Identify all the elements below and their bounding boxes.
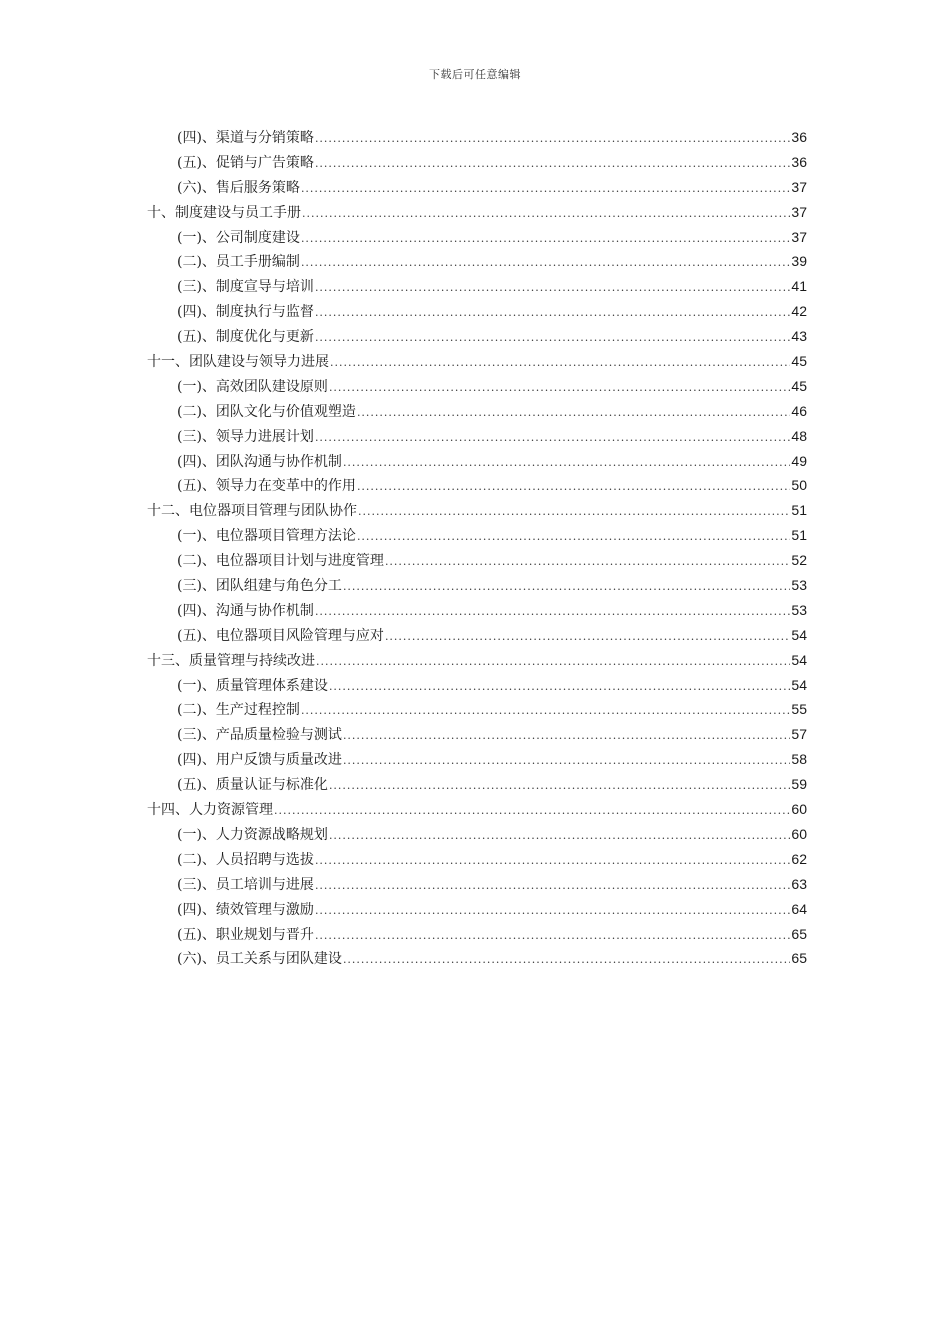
toc-section-entry[interactable]: [147, 623, 807, 648]
toc-page-number: 45: [791, 377, 807, 394]
toc-page-number: 37: [791, 178, 807, 195]
toc-entry-title: (二)、电位器项目计划与进度管理: [177, 553, 384, 570]
toc-dot-leader: [301, 251, 790, 276]
toc-section-entry[interactable]: [147, 772, 807, 797]
toc-dot-leader: [315, 924, 790, 949]
toc-page-number: 53: [791, 601, 807, 618]
toc-page-number: 57: [791, 726, 807, 743]
toc-page-number: 43: [791, 328, 807, 345]
toc-dot-leader: [315, 849, 790, 874]
toc-dot-leader: [315, 127, 790, 152]
toc-section-entry[interactable]: [147, 175, 807, 200]
toc-section-entry[interactable]: [147, 523, 807, 548]
toc-entry-title: (五)、质量认证与标准化: [177, 777, 328, 794]
toc-section-entry[interactable]: [147, 673, 807, 698]
toc-entry-title: (三)、团队组建与角色分工: [177, 578, 342, 595]
toc-page-number: 59: [791, 776, 807, 793]
toc-section-entry[interactable]: [147, 897, 807, 922]
toc-entry-title: 十一、团队建设与领导力进展: [147, 354, 329, 371]
toc-dot-leader: [358, 500, 790, 525]
toc-entry-title: 十三、质量管理与持续改进: [147, 652, 315, 669]
toc-dot-leader: [330, 351, 790, 376]
toc-section-entry[interactable]: [147, 449, 807, 474]
toc-entry-title: (六)、员工关系与团队建设: [177, 951, 342, 968]
toc-section-entry[interactable]: [147, 225, 807, 250]
toc-entry-title: (三)、领导力进展计划: [177, 428, 314, 445]
toc-page-number: 36: [791, 153, 807, 170]
toc-entry-title: 十二、电位器项目管理与团队协作: [147, 503, 357, 520]
toc-page-number: 51: [791, 527, 807, 544]
toc-entry-title: (二)、生产过程控制: [177, 702, 300, 719]
toc-page-number: 48: [791, 427, 807, 444]
toc-page-number: 52: [791, 552, 807, 569]
toc-entry-title: (四)、团队沟通与协作机制: [177, 453, 342, 470]
toc-dot-leader: [302, 202, 790, 227]
toc-dot-leader: [357, 401, 790, 426]
toc-chapter-entry[interactable]: [147, 200, 807, 225]
toc-section-entry[interactable]: [147, 125, 807, 150]
toc-entry-title: (四)、制度执行与监督: [177, 304, 314, 321]
toc-page-number: 46: [791, 402, 807, 419]
toc-entry-title: 十四、人力资源管理: [147, 802, 273, 819]
toc-page-number: 36: [791, 129, 807, 145]
toc-entry-title: (二)、人员招聘与选拔: [177, 851, 314, 868]
toc-section-entry[interactable]: [147, 473, 807, 498]
toc-section-entry[interactable]: [147, 922, 807, 947]
toc-entry-title: (四)、沟通与协作机制: [177, 602, 314, 619]
toc-entry-title: (三)、产品质量检验与测试: [177, 727, 342, 744]
toc-section-entry[interactable]: [147, 249, 807, 274]
toc-page-number: 65: [791, 925, 807, 942]
toc-page-number: 39: [791, 253, 807, 270]
toc-dot-leader: [329, 824, 790, 849]
toc-page-number: 58: [791, 751, 807, 768]
toc-section-entry[interactable]: [147, 150, 807, 175]
toc-dot-leader: [357, 475, 790, 500]
toc-dot-leader: [329, 774, 790, 799]
toc-dot-leader: [274, 799, 790, 824]
toc-section-entry[interactable]: [147, 374, 807, 399]
toc-entry-title: (一)、公司制度建设: [177, 229, 300, 246]
toc-dot-leader: [343, 724, 790, 749]
toc-entry-title: (一)、电位器项目管理方法论: [177, 528, 356, 545]
toc-entry-title: (五)、电位器项目风险管理与应对: [177, 627, 384, 644]
toc-section-entry[interactable]: [147, 573, 807, 598]
toc-dot-leader: [301, 177, 790, 202]
toc-page-number: 64: [791, 900, 807, 917]
toc-section-entry[interactable]: [147, 598, 807, 623]
toc-entry-title: (二)、员工手册编制: [177, 254, 300, 271]
toc-section-entry[interactable]: [147, 847, 807, 872]
toc-section-entry[interactable]: [147, 399, 807, 424]
toc-chapter-entry[interactable]: [147, 648, 807, 673]
toc-page-number: 63: [791, 875, 807, 892]
toc-page-number: 60: [791, 825, 807, 842]
table-of-contents: [147, 125, 807, 971]
toc-page-number: 54: [791, 626, 807, 643]
toc-section-entry[interactable]: [147, 872, 807, 897]
toc-section-entry[interactable]: [147, 274, 807, 299]
toc-dot-leader: [343, 451, 790, 476]
toc-dot-leader: [329, 675, 790, 700]
toc-section-entry[interactable]: [147, 747, 807, 772]
toc-entry-title: (三)、员工培训与进展: [177, 876, 314, 893]
toc-entry-title: (三)、制度宣导与培训: [177, 279, 314, 296]
toc-page-number: 54: [791, 676, 807, 693]
toc-entry-title: (一)、人力资源战略规划: [177, 826, 328, 843]
toc-entry-title: (五)、职业规划与晋升: [177, 926, 314, 943]
toc-dot-leader: [301, 699, 790, 724]
toc-section-entry[interactable]: [147, 548, 807, 573]
toc-dot-leader: [315, 426, 790, 451]
toc-entry-title: (二)、团队文化与价值观塑造: [177, 403, 356, 420]
toc-dot-leader: [315, 326, 790, 351]
toc-entry-title: (五)、制度优化与更新: [177, 329, 314, 346]
toc-section-entry[interactable]: [147, 822, 807, 847]
toc-page-number: 49: [791, 452, 807, 469]
toc-page-number: 51: [791, 502, 807, 519]
toc-dot-leader: [315, 899, 790, 924]
toc-section-entry[interactable]: [147, 424, 807, 449]
toc-dot-leader: [343, 948, 790, 973]
toc-page-number: 42: [791, 303, 807, 320]
toc-section-entry[interactable]: [147, 722, 807, 747]
toc-chapter-entry[interactable]: [147, 498, 807, 523]
toc-entry-title: (四)、用户反馈与质量改进: [177, 752, 342, 769]
toc-entry-title: (四)、绩效管理与激励: [177, 901, 314, 918]
toc-page-number: 55: [791, 701, 807, 718]
toc-dot-leader: [357, 525, 790, 550]
toc-section-entry[interactable]: [147, 946, 807, 971]
page-header: 下载后可任意编辑: [429, 68, 521, 81]
toc-dot-leader: [385, 550, 790, 575]
toc-page-number: 37: [791, 228, 807, 245]
toc-dot-leader: [301, 227, 790, 252]
toc-dot-leader: [315, 276, 790, 301]
toc-dot-leader: [329, 376, 790, 401]
toc-section-entry[interactable]: [147, 324, 807, 349]
toc-page-number: 60: [791, 801, 807, 818]
toc-entry-title: 十、制度建设与员工手册: [147, 204, 301, 221]
toc-dot-leader: [316, 650, 790, 675]
toc-dot-leader: [343, 749, 790, 774]
toc-page-number: 65: [791, 950, 807, 967]
toc-page-number: 54: [791, 651, 807, 668]
toc-dot-leader: [343, 575, 790, 600]
toc-dot-leader: [315, 301, 790, 326]
toc-entry-title: (六)、售后服务策略: [177, 179, 300, 196]
toc-entry-title: (四)、渠道与分销策略: [177, 130, 314, 146]
toc-dot-leader: [385, 625, 790, 650]
toc-entry-title: (五)、促销与广告策略: [177, 154, 314, 171]
toc-page-number: 41: [791, 278, 807, 295]
toc-section-entry[interactable]: [147, 697, 807, 722]
toc-page-number: 50: [791, 477, 807, 494]
toc-page-number: 37: [791, 203, 807, 220]
toc-dot-leader: [315, 152, 790, 177]
toc-chapter-entry[interactable]: [147, 349, 807, 374]
toc-entry-title: (一)、高效团队建设原则: [177, 378, 328, 395]
toc-chapter-entry[interactable]: [147, 797, 807, 822]
toc-page-number: 62: [791, 850, 807, 867]
toc-section-entry[interactable]: [147, 299, 807, 324]
toc-page-number: 45: [791, 353, 807, 370]
toc-dot-leader: [315, 874, 790, 899]
toc-page-number: 53: [791, 577, 807, 594]
toc-dot-leader: [315, 600, 790, 625]
toc-entry-title: (五)、领导力在变革中的作用: [177, 478, 356, 495]
toc-entry-title: (一)、质量管理体系建设: [177, 677, 328, 694]
